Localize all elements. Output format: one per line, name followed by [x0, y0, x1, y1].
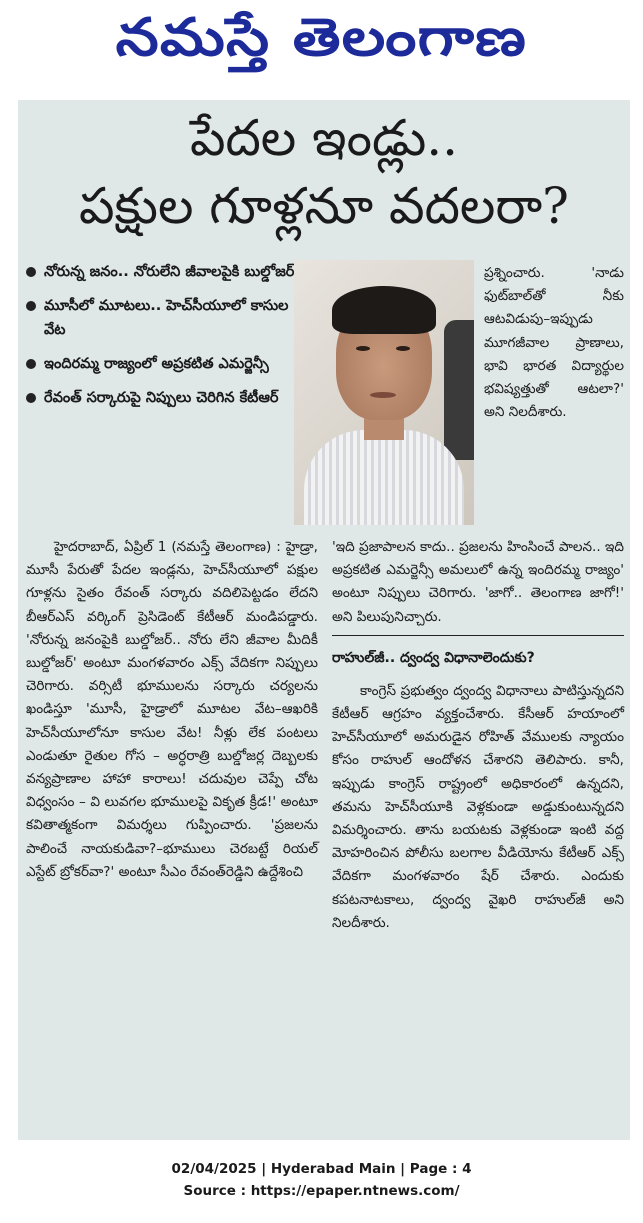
person-portrait-icon	[294, 260, 474, 525]
bullet-text: మూసీలో మూటలు.. హెచ్‌సీయూలో కాసుల వేట	[44, 298, 289, 338]
footer-source: Source : https://epaper.ntnews.com/	[183, 1183, 460, 1199]
bullet-item	[26, 386, 296, 410]
bullet-dot-icon	[26, 301, 36, 311]
bullet-dot-icon	[26, 393, 36, 403]
headline-line-1: పేదల ఇండ్లు..	[189, 109, 459, 167]
article-column-top-right	[484, 262, 624, 424]
page-footer	[0, 1158, 643, 1202]
bullet-dot-icon	[26, 267, 36, 277]
article-column-left	[26, 536, 318, 884]
bullet-list	[26, 260, 296, 420]
bullet-item	[26, 260, 296, 284]
divider	[332, 635, 624, 636]
bullet-item	[26, 352, 296, 376]
bullet-dot-icon	[26, 359, 36, 369]
bullet-text: రేవంత్ సర్కారుపై నిప్పులు చెరిగిన కేటీఆర్	[44, 390, 279, 406]
article-paragraph: కాంగ్రెస్ ప్రభుత్వం ద్వంద్వ విధానాలు పాటిస్తున్నదని కేటీఆర్ ఆగ్రహం వ్యక్తంచేశారు. కేసీఆర్ హయాంలో హెచ్‌సీయూలో అమరుడైన రోహిత్ వేములకు న్యాయం కోసం రాహుల్ ఆందోళన చేశారని తెలిపారు. కానీ, ఇప్పుడు కాంగ్రెస్ రాష్ట్రంలో అధికారంలో ఉన్నదని, తమను హెచ్‌సీయూకి వెళ్లకుండా అడ్డుకుంటున్నదని విమర్శించారు. తాను బయటకు వెళ్లకుండా ఇంటి వద్ద మోహరించిన పోలీసు బలగాల వీడియోను కేటీఆర్ ఎక్స్ వేదికగా మంగళవారం షేర్ చేశారు. ఎందుకు కపటనాటకాలు, ద్వంద్వ వైఖరి రాహుల్‌జీ అని నిలదీశారు.	[332, 682, 624, 931]
bullet-item	[26, 294, 296, 342]
article-paragraph: ప్రశ్నించారు. 'నాడు ఫుట్‌బాల్‌తో నీకు ఆటవిడుపు–ఇప్పుడు మూగజీవాల ప్రాణాలు, భావి భారత విద్యార్థుల భవిష్యత్తుతో ఆటలా?' అని నిలదీశారు.	[484, 265, 624, 421]
bullet-text: నోరున్న జనం.. నోరులేని జీవాలపైకి బుల్డోజర్	[44, 264, 295, 280]
headline	[18, 104, 630, 240]
bullet-text: ఇందిరమ్మ రాజ్యంలో అప్రకటిత ఎమర్జెన్సీ	[44, 356, 269, 372]
article-panel	[18, 100, 630, 1140]
masthead	[0, 0, 643, 88]
headline-line-2: పక్షుల గూళ్లనూ వదలరా?	[79, 177, 569, 235]
article-subhead: రాహుల్‌జీ.. ద్వంద్వ విధానాలెందుకు?	[332, 649, 535, 666]
article-paragraph: హైదరాబాద్, ఏప్రిల్ 1 (నమస్తే తెలంగాణ) : హైడ్రా, మూసీ పేరుతో పేదల ఇండ్లను, హెచ్‌సీయూలో పక్షుల గూళ్లను సైతం రేవంత్ సర్కారు వదిలిపెట్టడం లేదని బీఆర్‌ఎస్ వర్కింగ్ ప్రెసిడెంట్ కేటీఆర్ మండిపడ్డారు. 'నోరున్న జనంపైకి బుల్డోజర్.. నోరు లేని జీవాల మీదికీ బుల్డోజర్' అంటూ మంగళవారం ఎక్స్ వేదికగా నిప్పులు చెరిగారు. వర్సిటీ భూములను సర్కారు చర్యలను ఖండిస్తూ 'మూసీ, హైడ్రాలో మూటల వేట–ఆఖరికి హెచ్‌సీయూలోనూ కాసుల వేట! నీళ్లు లేక పంటలు ఎండుతూ రైతుల గోస – అర్ధరాత్రి బుల్డోజర్ల దెబ్బలకు వన్యప్రాణాల హాహా కారాలు! చదువుల చెప్పే చోట విధ్వంసం – వి లువగల భూములపై వికృత క్రీడ!' అంటూ కవితాత్మకంగా విమర్శలు గుప్పించారు. 'ప్రజలను పాలించే నాయకుడివా?–భూములు చెరబట్టే రియల్ ఎస్టేట్ బ్రోకర్‌వా?' అంటూ సీఎం రేవంత్‌రెడ్డిని ఉద్దేశించి	[26, 539, 318, 880]
newspaper-logo: నమస్తే తెలంగాణ	[115, 7, 528, 68]
article-paragraph: 'ఇది ప్రజాపాలన కాదు.. ప్రజలను హింసించే పాలన.. ఇది అప్రకటిత ఎమర్జెన్సీ అమలులో ఉన్న ఇందిరమ్మ రాజ్యం' అంటూ నిప్పులు చెరిగారు. 'జాగో.. తెలంగాణ జాగో!' అని పిలుపునిచ్చారు.	[332, 539, 624, 625]
article-column-right	[332, 536, 624, 935]
footer-date-edition: 02/04/2025 | Hyderabad Main | Page : 4	[171, 1161, 472, 1177]
